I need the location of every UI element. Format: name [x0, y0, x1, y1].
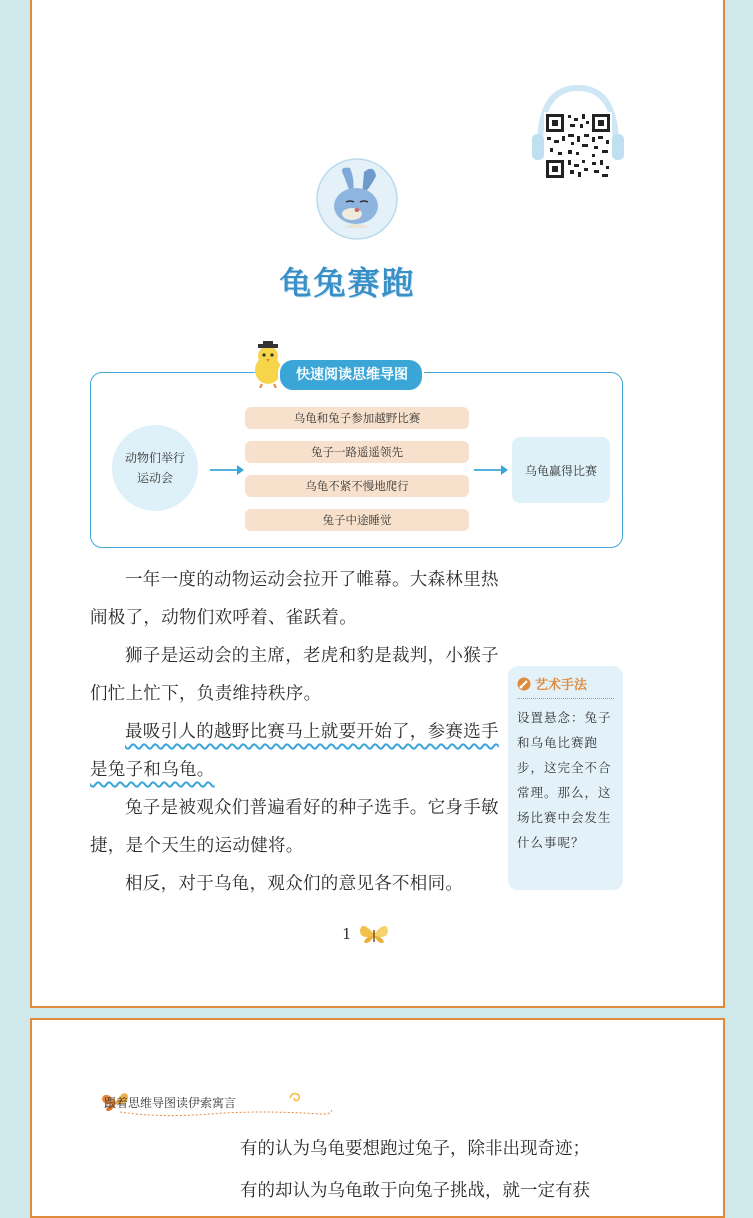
mind-map-start — [112, 425, 198, 511]
paragraph: 相反，对于乌龟，观众们的意见各不相同。 — [125, 874, 464, 894]
mind-map-step: 乌龟不紧不慢地爬行 — [245, 475, 469, 497]
wavy-underlined-text: 最吸引人的越野比赛马上就要开始了，参赛选手是兔子和乌龟。 — [90, 722, 499, 780]
butterfly-icon — [358, 920, 390, 946]
audio-qr-code[interactable] — [530, 80, 626, 180]
mind-map-step: 乌龟和兔子参加越野比赛 — [245, 407, 469, 429]
rabbit-avatar — [316, 158, 398, 240]
mind-map-step: 兔子一路遥遥领先 — [245, 441, 469, 463]
mind-map-start-text: 动物们举行运动会 — [124, 451, 185, 485]
mind-map-tab: 快速阅读思维导图 — [278, 358, 424, 392]
brush-icon — [517, 677, 531, 691]
header-swirl — [120, 1102, 335, 1120]
note-title — [517, 674, 614, 693]
running-header: 跟着思维导图读伊索寓言 — [104, 1096, 237, 1110]
mind-map-end: 乌龟赢得比赛 — [512, 437, 610, 503]
paragraph-highlighted — [90, 713, 510, 789]
mind-map-step: 兔子中途睡觉 — [245, 509, 469, 531]
page-title: 龟兔赛跑 — [279, 264, 416, 302]
art-technique-note — [508, 666, 623, 890]
paragraph: 有的认为乌龟要想跑过兔子，除非出现奇迹； — [240, 1139, 590, 1159]
note-text: 设置悬念：兔子和乌龟比赛跑步，这完全不合常理。那么，这场比赛中会发生什么事呢？ — [517, 710, 612, 850]
arrow-right-icon — [474, 464, 508, 476]
note-divider — [517, 698, 614, 699]
page-number: 1 — [342, 925, 352, 943]
paragraph: 兔子是被观众们普遍看好的种子选手。它身手敏捷，是个天生的运动健将。 — [90, 798, 499, 856]
paragraph: 一年一度的动物运动会拉开了帷幕。大森林里热闹极了，动物们欢呼着、雀跃着。 — [90, 570, 499, 628]
paragraph: 狮子是运动会的主席，老虎和豹是裁判，小猴子们忙上忙下，负责维持秩序。 — [90, 646, 499, 704]
paragraph: 有的却认为乌龟敢于向兔子挑战，就一定有获 — [240, 1181, 590, 1201]
arrow-right-icon — [210, 464, 244, 476]
qr-code-icon — [544, 112, 612, 180]
note-title-text: 艺术手法 — [535, 678, 588, 693]
swirl-icon — [288, 1090, 304, 1104]
